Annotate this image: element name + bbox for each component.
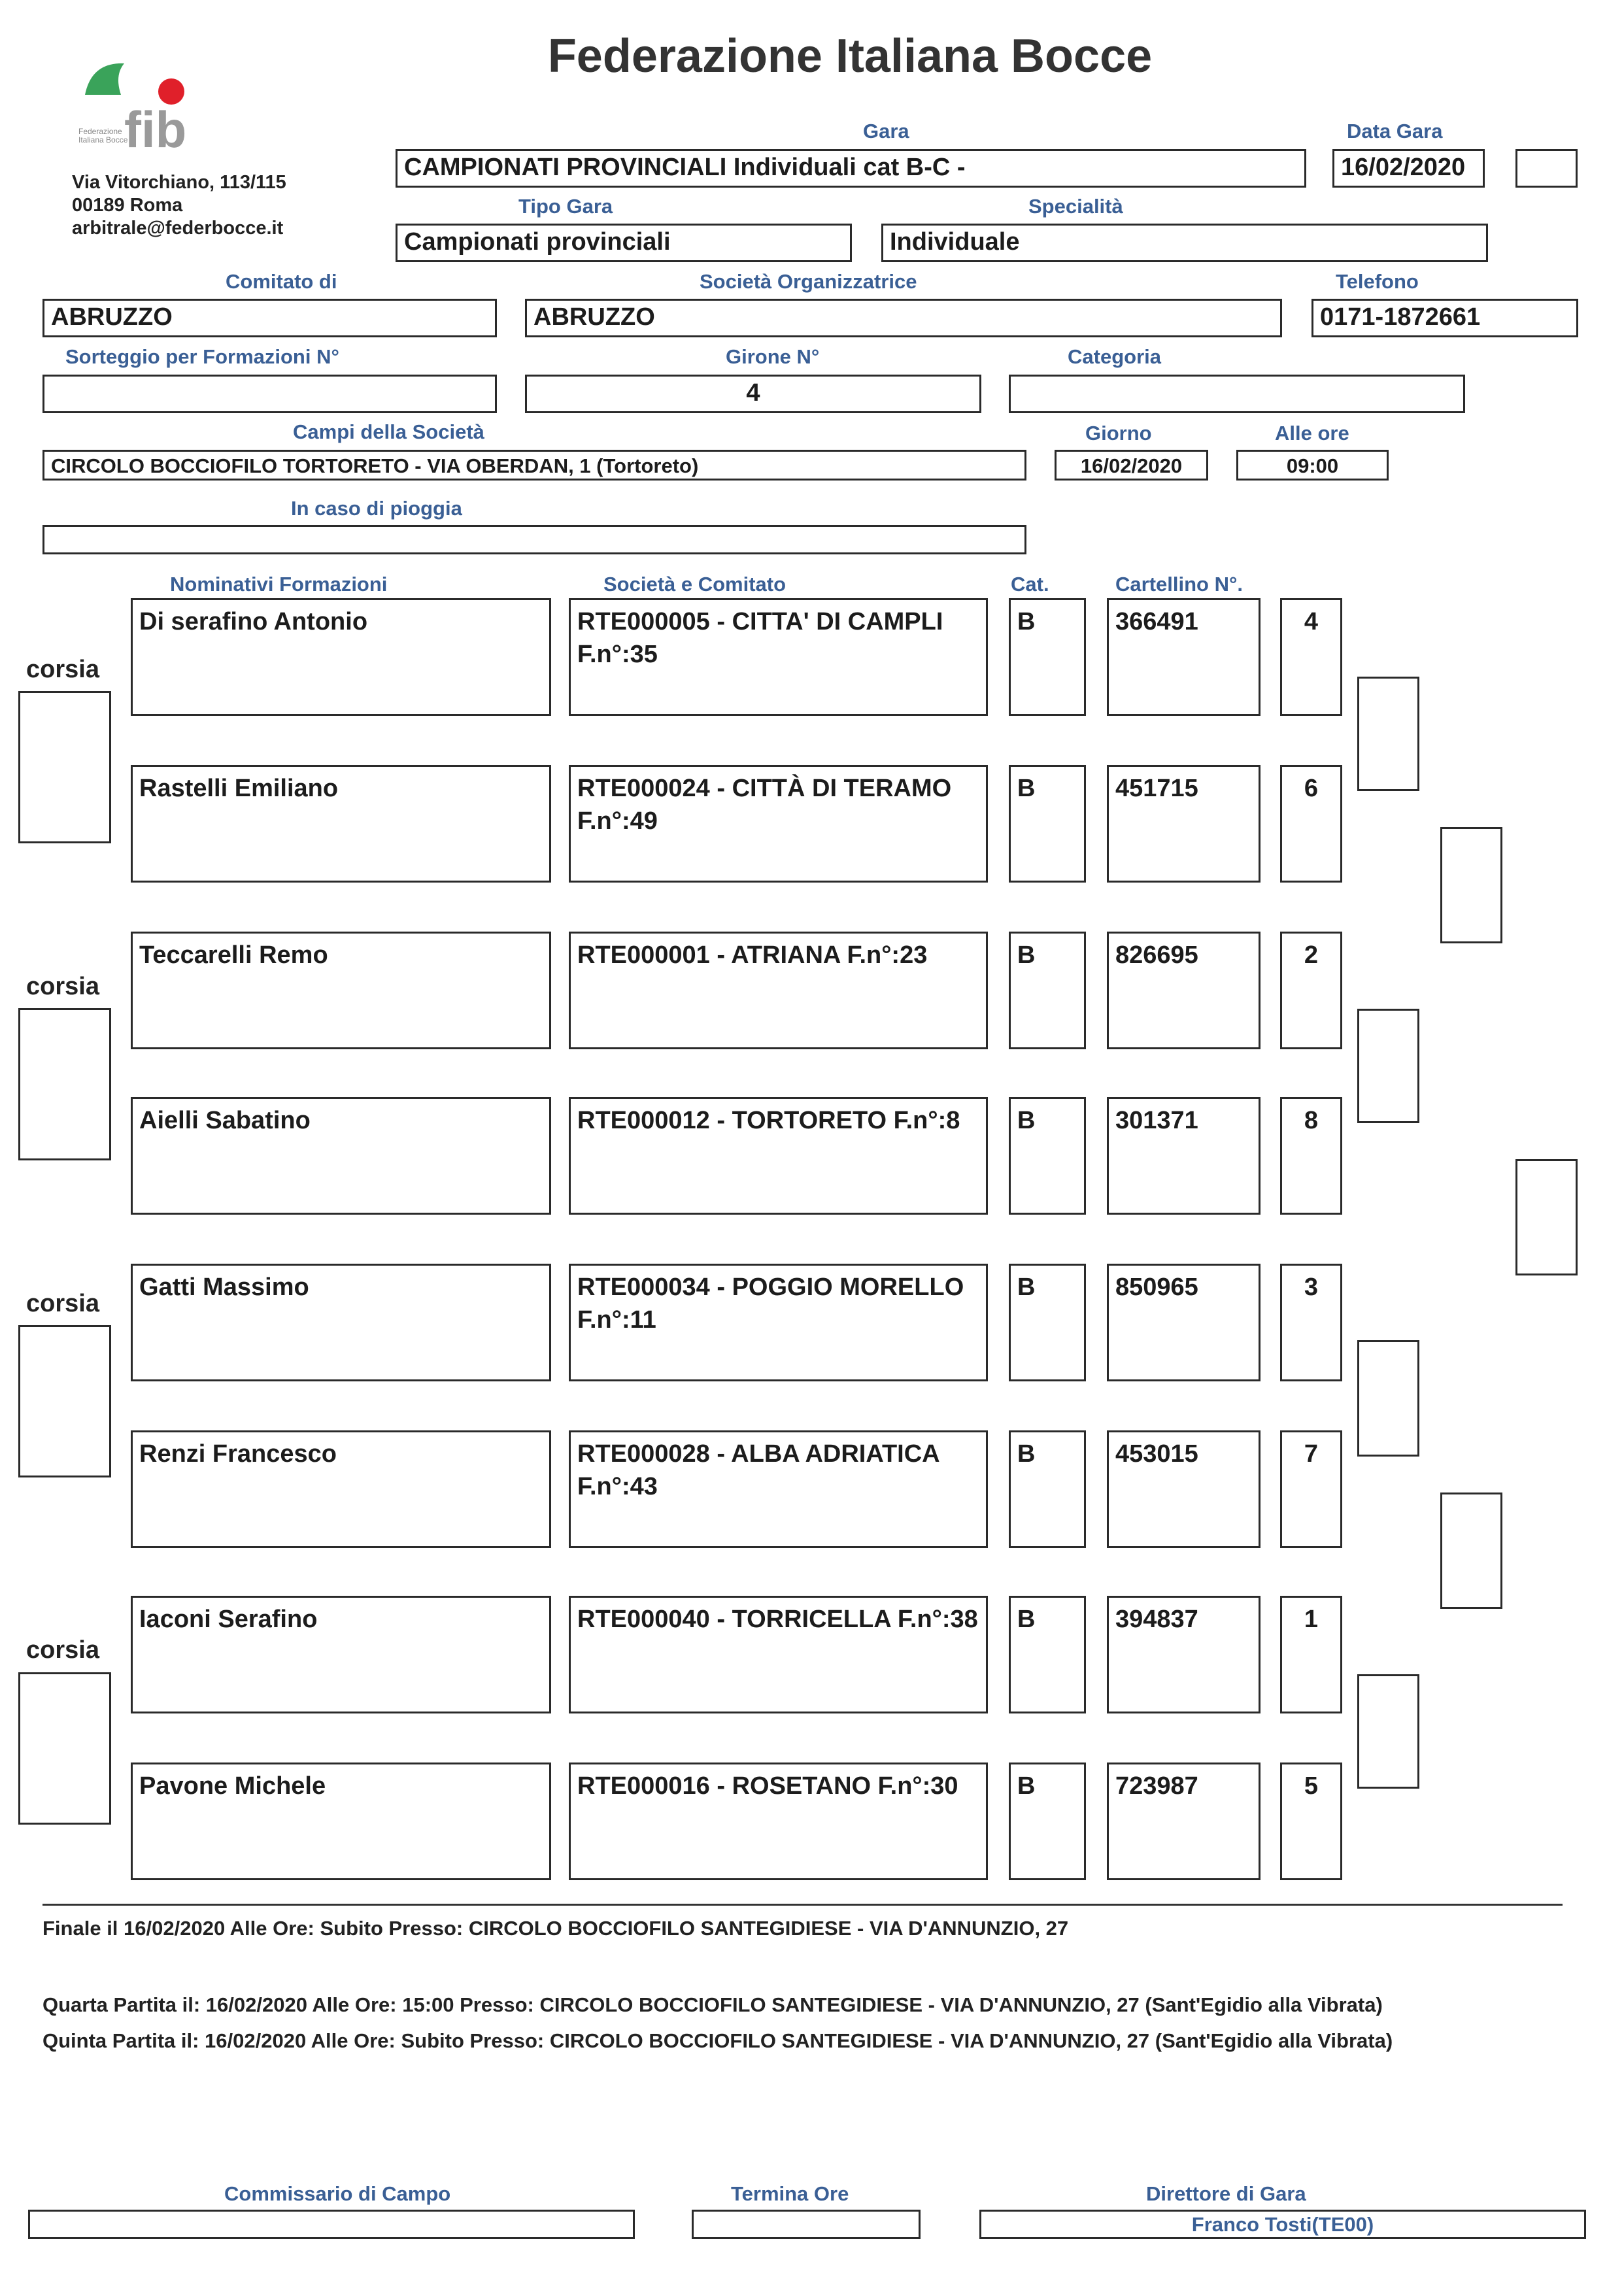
email: arbitrale@federbocce.it bbox=[72, 218, 284, 239]
player-number[interactable]: 7 bbox=[1280, 1430, 1342, 1548]
telefono-field[interactable]: 0171-1872661 bbox=[1311, 299, 1578, 337]
player-name[interactable]: Renzi Francesco bbox=[131, 1430, 551, 1548]
specialita-label: Specialità bbox=[1028, 195, 1123, 218]
player-cartellino[interactable]: 394837 bbox=[1107, 1596, 1260, 1713]
categoria-label: Categoria bbox=[1068, 345, 1161, 368]
player-cartellino[interactable]: 850965 bbox=[1107, 1264, 1260, 1381]
giorno-label: Giorno bbox=[1085, 422, 1152, 445]
alle-ore-label: Alle ore bbox=[1275, 422, 1349, 445]
player-societa[interactable]: RTE000005 - CITTA' DI CAMPLI F.n°:35 bbox=[569, 598, 988, 716]
sorteggio-label: Sorteggio per Formazioni N° bbox=[65, 345, 339, 368]
player-cartellino[interactable]: 453015 bbox=[1107, 1430, 1260, 1548]
player-societa[interactable]: RTE000012 - TORTORETO F.n°:8 bbox=[569, 1097, 988, 1215]
player-cartellino[interactable]: 301371 bbox=[1107, 1097, 1260, 1215]
player-name[interactable]: Gatti Massimo bbox=[131, 1264, 551, 1381]
logo-subtext: Federazione Italiana Bocce bbox=[78, 127, 128, 144]
girone-label: Girone N° bbox=[726, 345, 820, 368]
page-title: Federazione Italiana Bocce bbox=[547, 30, 1153, 82]
player-cat[interactable]: B bbox=[1009, 765, 1086, 883]
blank-box[interactable] bbox=[1515, 149, 1578, 188]
player-name[interactable]: Iaconi Serafino bbox=[131, 1596, 551, 1713]
campi-label: Campi della Società bbox=[293, 420, 484, 443]
categoria-field[interactable] bbox=[1009, 375, 1465, 413]
bracket-box[interactable] bbox=[1357, 677, 1419, 791]
fib-logo bbox=[78, 56, 229, 154]
finale-note: Finale il 16/02/2020 Alle Ore: Subito Presso: CIRCOLO BOCCIOFILO SANTEGIDIESE - VIA D'ANNUNZIO, 27 bbox=[42, 1917, 1069, 1940]
player-cat[interactable]: B bbox=[1009, 1596, 1086, 1713]
player-cartellino[interactable]: 723987 bbox=[1107, 1763, 1260, 1880]
corsia-label: corsia bbox=[26, 973, 99, 1000]
player-societa[interactable]: RTE000028 - ALBA ADRIATICA F.n°:43 bbox=[569, 1430, 988, 1548]
bracket-box[interactable] bbox=[1440, 1493, 1502, 1609]
data-gara-label: Data Gara bbox=[1347, 120, 1443, 143]
header-nominativi: Nominativi Formazioni bbox=[170, 573, 388, 596]
player-number[interactable]: 2 bbox=[1280, 932, 1342, 1049]
corsia-label: corsia bbox=[26, 656, 99, 683]
commissario-label: Commissario di Campo bbox=[224, 2182, 451, 2205]
commissario-field[interactable] bbox=[28, 2210, 635, 2239]
player-name[interactable]: Rastelli Emiliano bbox=[131, 765, 551, 883]
bracket-box[interactable] bbox=[1357, 1674, 1419, 1789]
gara-field[interactable]: CAMPIONATI PROVINCIALI Individuali cat B-C - bbox=[396, 149, 1306, 188]
player-societa[interactable]: RTE000016 - ROSETANO F.n°:30 bbox=[569, 1763, 988, 1880]
player-number[interactable]: 3 bbox=[1280, 1264, 1342, 1381]
player-number[interactable]: 8 bbox=[1280, 1097, 1342, 1215]
girone-field[interactable]: 4 bbox=[525, 375, 981, 413]
direttore-label: Direttore di Gara bbox=[1146, 2182, 1306, 2205]
corsia-box[interactable] bbox=[18, 1008, 111, 1160]
societa-org-label: Società Organizzatrice bbox=[700, 270, 917, 293]
corsia-box[interactable] bbox=[18, 691, 111, 843]
gara-label: Gara bbox=[863, 120, 909, 143]
player-number[interactable]: 4 bbox=[1280, 598, 1342, 716]
pioggia-label: In caso di pioggia bbox=[291, 497, 462, 520]
direttore-field[interactable]: Franco Tosti(TE00) bbox=[979, 2210, 1586, 2239]
bracket-box[interactable] bbox=[1357, 1340, 1419, 1457]
quarta-partita-note: Quarta Partita il: 16/02/2020 Alle Ore: 15:00 Presso: CIRCOLO BOCCIOFILO SANTEGIDIESE - VIA D'ANNUNZIO, 27 (Sant'Egidio alla Vibrata) bbox=[42, 1993, 1383, 2016]
corsia-box[interactable] bbox=[18, 1325, 111, 1477]
player-name[interactable]: Pavone Michele bbox=[131, 1763, 551, 1880]
quinta-partita-note: Quinta Partita il: 16/02/2020 Alle Ore: Subito Presso: CIRCOLO BOCCIOFILO SANTEGIDIESE - VIA D'ANNUNZIO, 27 (Sant'Egidio alla Vibrata) bbox=[42, 2029, 1393, 2052]
address-line1: Via Vitorchiano, 113/115 bbox=[72, 172, 286, 193]
giorno-field[interactable]: 16/02/2020 bbox=[1055, 450, 1208, 481]
player-cat[interactable]: B bbox=[1009, 598, 1086, 716]
player-number[interactable]: 1 bbox=[1280, 1596, 1342, 1713]
bracket-box[interactable] bbox=[1515, 1159, 1578, 1275]
divider bbox=[42, 1904, 1563, 1906]
player-societa[interactable]: RTE000001 - ATRIANA F.n°:23 bbox=[569, 932, 988, 1049]
player-cartellino[interactable]: 826695 bbox=[1107, 932, 1260, 1049]
player-societa[interactable]: RTE000040 - TORRICELLA F.n°:38 bbox=[569, 1596, 988, 1713]
header-societa: Società e Comitato bbox=[603, 573, 787, 596]
player-cat[interactable]: B bbox=[1009, 1763, 1086, 1880]
player-cartellino[interactable]: 451715 bbox=[1107, 765, 1260, 883]
player-name[interactable]: Teccarelli Remo bbox=[131, 932, 551, 1049]
player-number[interactable]: 6 bbox=[1280, 765, 1342, 883]
bracket-box[interactable] bbox=[1440, 827, 1502, 943]
player-societa[interactable]: RTE000034 - POGGIO MORELLO F.n°:11 bbox=[569, 1264, 988, 1381]
pioggia-field[interactable] bbox=[42, 525, 1026, 554]
termina-ore-field[interactable] bbox=[692, 2210, 921, 2239]
player-cat[interactable]: B bbox=[1009, 1097, 1086, 1215]
campi-field[interactable]: CIRCOLO BOCCIOFILO TORTORETO - VIA OBERDAN, 1 (Tortoreto) bbox=[42, 450, 1026, 481]
societa-org-field[interactable]: ABRUZZO bbox=[525, 299, 1282, 337]
player-societa[interactable]: RTE000024 - CITTÀ DI TERAMO F.n°:49 bbox=[569, 765, 988, 883]
player-cartellino[interactable]: 366491 bbox=[1107, 598, 1260, 716]
alle-ore-field[interactable]: 09:00 bbox=[1236, 450, 1389, 481]
corsia-label: corsia bbox=[26, 1636, 99, 1664]
header-cartellino: Cartellino N°. bbox=[1115, 573, 1243, 596]
comitato-field[interactable]: ABRUZZO bbox=[42, 299, 497, 337]
data-gara-field[interactable]: 16/02/2020 bbox=[1332, 149, 1485, 188]
player-cat[interactable]: B bbox=[1009, 932, 1086, 1049]
bracket-box[interactable] bbox=[1357, 1009, 1419, 1123]
sorteggio-field[interactable] bbox=[42, 375, 497, 413]
player-cat[interactable]: B bbox=[1009, 1264, 1086, 1381]
address-line2: 00189 Roma bbox=[72, 195, 183, 216]
player-cat[interactable]: B bbox=[1009, 1430, 1086, 1548]
termina-ore-label: Termina Ore bbox=[731, 2182, 849, 2205]
player-number[interactable]: 5 bbox=[1280, 1763, 1342, 1880]
header-cat: Cat. bbox=[1011, 573, 1049, 596]
player-name[interactable]: Aielli Sabatino bbox=[131, 1097, 551, 1215]
specialita-field[interactable]: Individuale bbox=[881, 224, 1488, 262]
tipo-gara-field[interactable]: Campionati provinciali bbox=[396, 224, 852, 262]
player-name[interactable]: Di serafino Antonio bbox=[131, 598, 551, 716]
corsia-box[interactable] bbox=[18, 1672, 111, 1825]
logo-text: fib bbox=[124, 101, 187, 154]
tipo-gara-label: Tipo Gara bbox=[518, 195, 613, 218]
corsia-label: corsia bbox=[26, 1290, 99, 1317]
telefono-label: Telefono bbox=[1336, 270, 1419, 293]
comitato-label: Comitato di bbox=[226, 270, 337, 293]
